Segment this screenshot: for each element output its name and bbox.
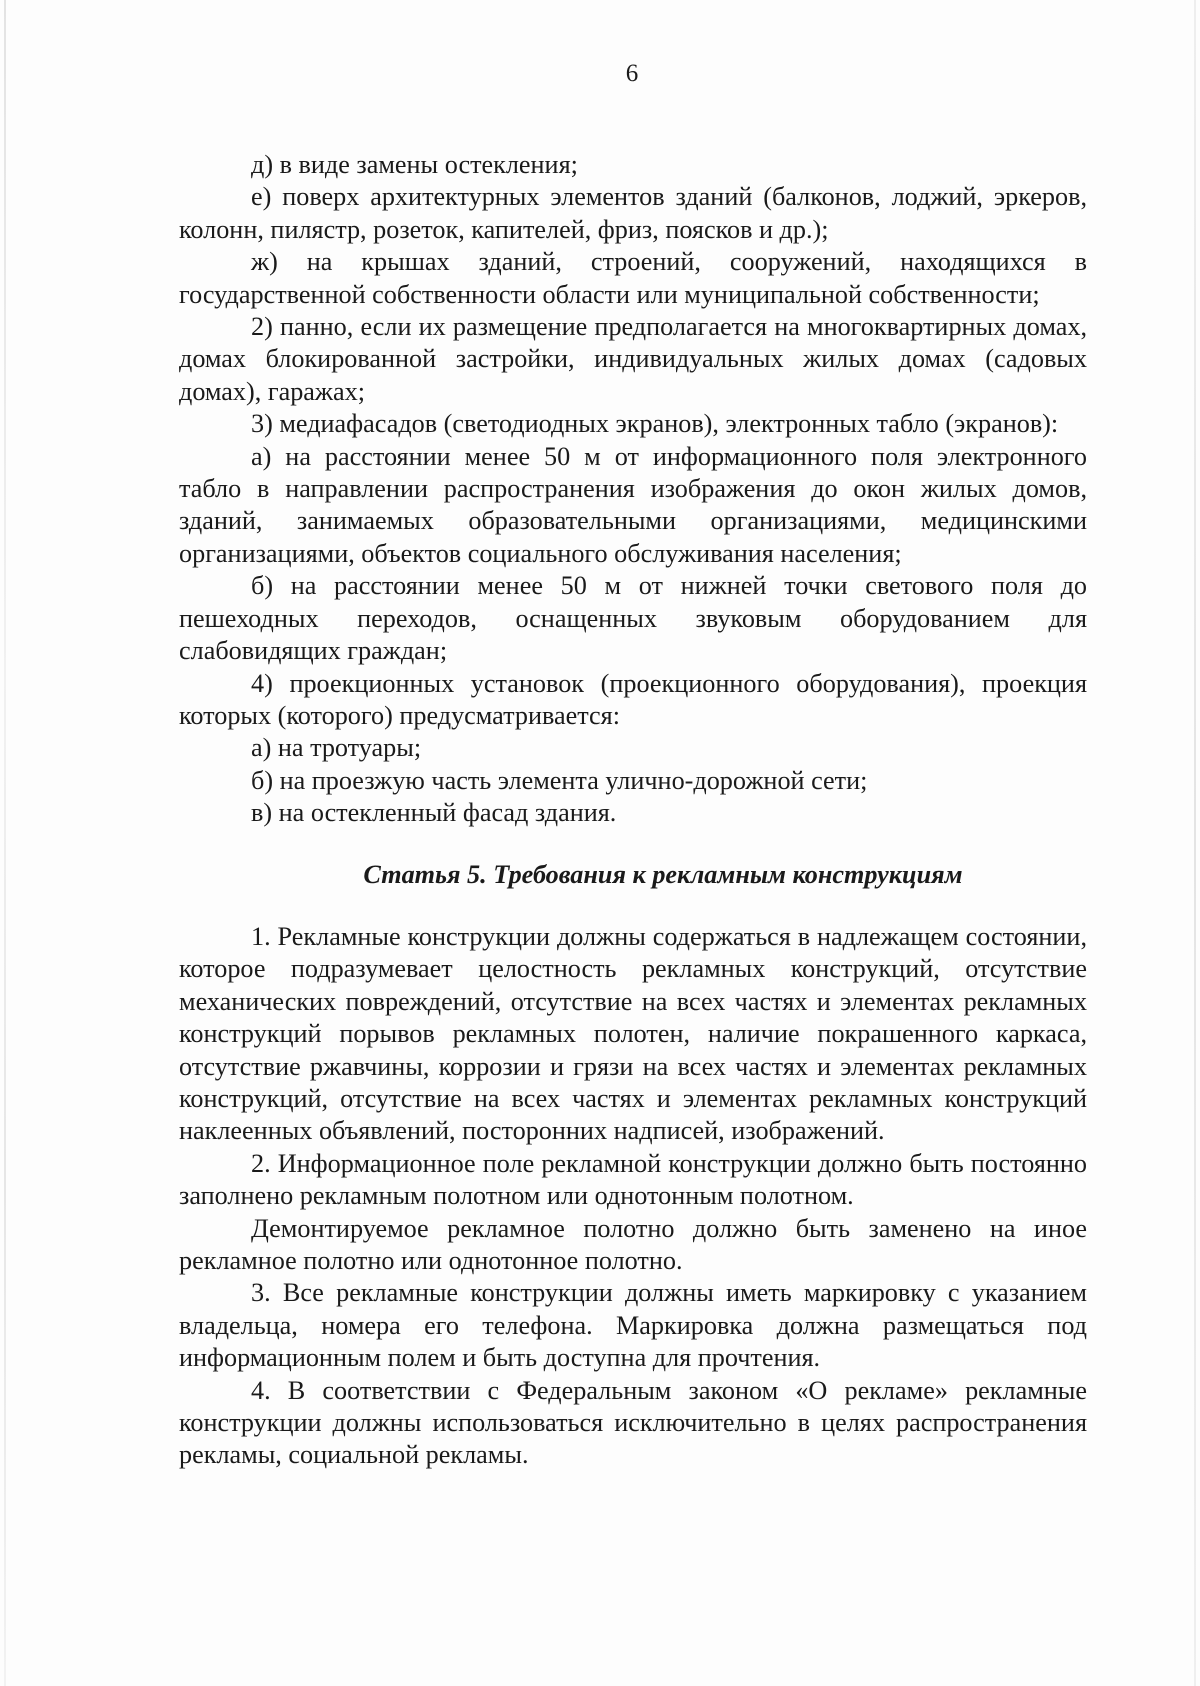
paragraph: 3) медиафасадов (светодиодных экранов), электронных табло (экранов): [251, 409, 1059, 439]
paragraph: Демонтируемое рекламное полотно должно быть заменено на иное рекламное полотно или однотонное полотно. [179, 1213, 1087, 1275]
page-number: 6 [625, 60, 639, 87]
paragraph: 2. Информационное поле рекламной конструкции должно быть постоянно заполнено рекламным полотном или однотонным полотном. [179, 1148, 1087, 1211]
paragraph: 3. Все рекламные конструкции должны иметь маркировку с указанием владельца, номера его телефона. Маркировка должна размещаться под информационным полем и быть доступна для прочтения. [179, 1278, 1087, 1373]
paragraph: ж) на крышах зданий, строений, сооружений, находящихся в государственной собственности области или муниципальной собственности; [179, 247, 1087, 309]
paragraph: б) на расстоянии менее 50 м от нижней точки светового поля до пешеходных переходов, оснащенных звуковым оборудованием для слабовидящих граждан; [179, 571, 1087, 666]
article-heading: Статья 5. Требования к рекламным конструкциям [363, 859, 963, 889]
paragraph: 4) проекционных установок (проекционного оборудования), проекция которых (которого) предусматривается: [179, 668, 1087, 730]
paragraph: б) на проезжую часть элемента улично-дорожной сети; [251, 765, 868, 795]
paragraph: а) на расстоянии менее 50 м от информационного поля электронного табло в направлении распространения изображения до окон жилых домов, зданий, занимаемых образовательными организациями, медицинскими организациями, объектов социального обслуживания населения; [179, 441, 1087, 568]
paragraph: 2) панно, если их размещение предполагается на многоквартирных домах, домах блокированной застройки, индивидуальных жилых домах (садовых домах), гаражах; [179, 312, 1087, 406]
paragraph: е) поверх архитектурных элементов зданий (балконов, лоджий, эркеров, колонн, пилястр, розеток, капителей, фриз, поясков и др.); [179, 182, 1087, 244]
paragraph: д) в виде замены остекления; [251, 150, 578, 179]
document-body [179, 149, 1087, 1472]
paragraph: а) на тротуары; [251, 733, 422, 763]
scan-edge-right [1194, 0, 1196, 1686]
scan-edge-left [4, 0, 6, 1686]
paragraph: 4. В соответствии с Федеральным законом «О рекламе» рекламные конструкции должны использоваться исключительно в целях распространения рекламы, социальной рекламы. [179, 1375, 1087, 1470]
paragraph: 1. Рекламные конструкции должны содержаться в надлежащем состоянии, которое подразумевает целостность рекламных конструкций, отсутствие механических повреждений, отсутствие на всех частях и элементах рекламных конструкций порывов рекламных полотен, наличие покрашенного каркаса, отсутствие ржавчины, коррозии и грязи на всех частях и элементах рекламных конструкций, отсутствие на всех частях и элементах рекламных конструкций наклеенных объявлений, посторонних надписей, изображений. [179, 921, 1087, 1146]
paragraph: в) на остекленный фасад здания. [251, 798, 617, 828]
